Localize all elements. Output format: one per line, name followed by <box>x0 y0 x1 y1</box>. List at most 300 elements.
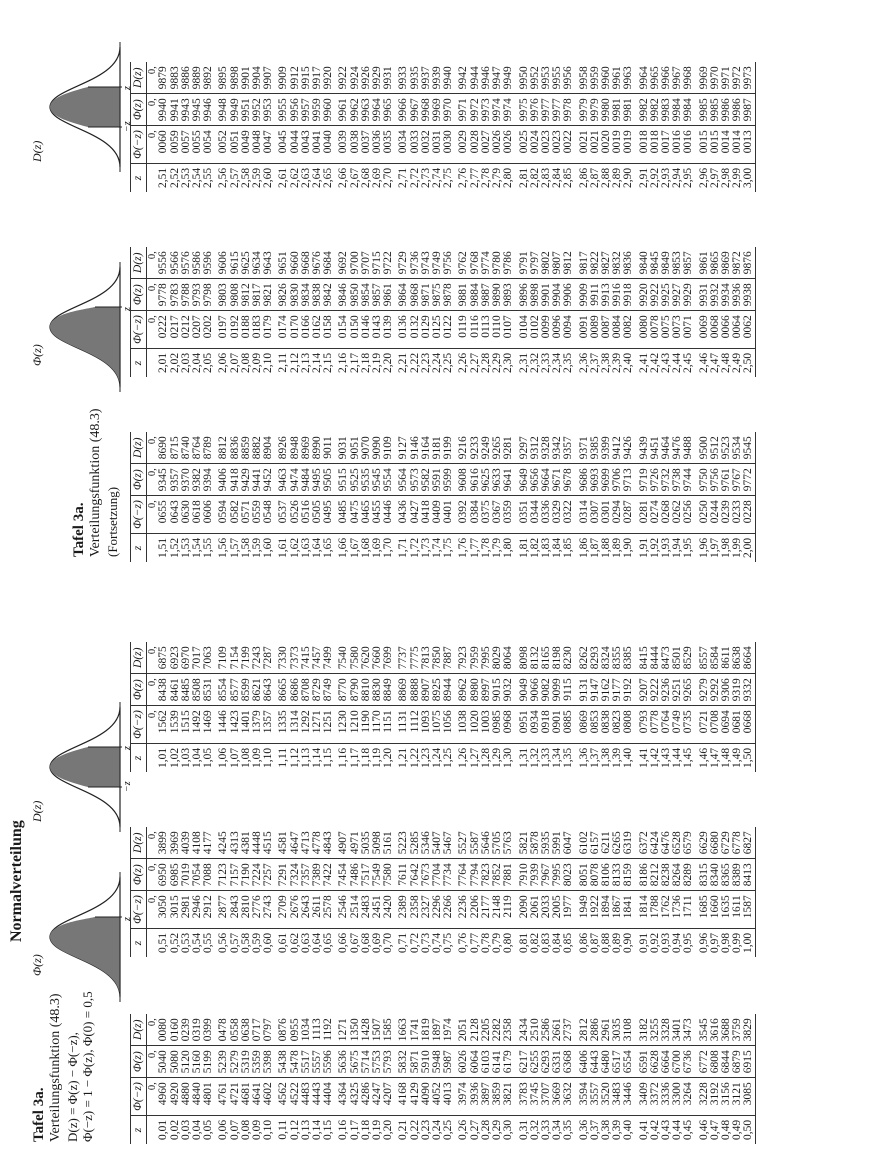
cell-phim: 2420 <box>383 891 394 929</box>
column-header-z: z <box>131 163 147 192</box>
cell-z: 1,39 <box>611 747 624 768</box>
cell-phi: 9616 <box>470 464 481 496</box>
cell-phi: 8907 <box>421 674 432 706</box>
cell-phi: 8340 <box>710 859 721 891</box>
cell-phi: 8485 <box>181 674 192 706</box>
table-row <box>158 432 169 562</box>
cell-phim: 0606 <box>203 496 214 534</box>
cell-phi: 5040 <box>158 1046 169 1078</box>
cell-phim: 0064 <box>732 311 743 349</box>
cell-phi: 9429 <box>241 464 252 496</box>
table-row <box>158 827 169 957</box>
cell-z: 1,37 <box>588 747 601 768</box>
cell-z: 0,69 <box>371 932 384 953</box>
cell-z: 2,32 <box>528 352 541 373</box>
cell-d: 5161 <box>383 827 394 859</box>
cell-phim: 2236 <box>454 891 469 929</box>
column-header-z: z <box>131 533 147 562</box>
cell-phi: 8869 <box>394 674 409 706</box>
cell-phim: 0314 <box>575 496 590 534</box>
cell-d: 5035 <box>361 827 372 859</box>
cell-z: 0,32 <box>528 1119 541 1140</box>
cell-phi: 9582 <box>421 464 432 496</box>
cell-phim: 4562 <box>274 1078 289 1116</box>
cell-phim: 0060 <box>158 126 169 164</box>
cell-phi: 8810 <box>361 674 372 706</box>
cell-z: 2,57 <box>228 167 241 188</box>
cell-phi: 9177 <box>612 674 623 706</box>
cell-phi: 9957 <box>301 94 312 126</box>
cell-d: 8764 <box>192 432 203 464</box>
cell-phim: 0869 <box>575 706 590 744</box>
cell-phim: 1762 <box>661 891 672 929</box>
cell-z: 1,95 <box>682 537 695 558</box>
cell-phi: 9943 <box>181 94 192 126</box>
cell-d: 9895 <box>214 62 229 94</box>
table-row <box>203 827 214 957</box>
cell-phim: 4960 <box>158 1078 169 1116</box>
cell-z: 1,32 <box>528 747 541 768</box>
cell-d: 8324 <box>601 642 612 674</box>
cell-z: 1,04 <box>191 747 204 768</box>
cell-phim: 0027 <box>481 126 492 164</box>
main-title: Normalverteilung <box>8 820 25 942</box>
cell-phi: 8665 <box>274 674 289 706</box>
table-row <box>635 247 650 377</box>
cell-phi: 8461 <box>170 674 181 706</box>
table-row <box>563 247 574 377</box>
cell-phim: 0301 <box>601 496 612 534</box>
cell-phim: 0069 <box>695 311 710 349</box>
cell-d: 9944 <box>470 62 481 94</box>
cell-phi: 9976 <box>530 94 541 126</box>
cell-d: 2282 <box>492 1014 503 1046</box>
cell-d: 2586 <box>541 1014 552 1046</box>
table-row <box>274 62 289 192</box>
cell-phim: 3483 <box>612 1078 623 1116</box>
table-row <box>683 642 694 772</box>
table-row <box>454 642 469 772</box>
cell-phim: 0375 <box>481 496 492 534</box>
cell-d: 6579 <box>683 827 694 859</box>
cell-phi: 9983 <box>661 94 672 126</box>
cell-d: 9070 <box>361 432 372 464</box>
cell-d: 9931 <box>383 62 394 94</box>
cell-d: 5527 <box>454 827 469 859</box>
column-header-phi: Φ(z) <box>131 279 147 311</box>
cell-d: 3328 <box>661 1014 672 1046</box>
cell-phim: 4483 <box>301 1078 312 1116</box>
cell-phi: 7823 <box>481 859 492 891</box>
cell-phi: 8925 <box>432 674 443 706</box>
cell-phi: 9948 <box>214 94 229 126</box>
table-row <box>635 827 650 957</box>
cell-phi: 9970 <box>443 94 454 126</box>
cell-z: 2,35 <box>562 352 575 373</box>
cell-phim: 3520 <box>601 1078 612 1116</box>
cell-d: 9615 <box>230 247 241 279</box>
cell-z: 2,84 <box>551 167 564 188</box>
table-row <box>383 62 394 192</box>
cell-phi: 5675 <box>350 1046 361 1078</box>
cell-d: 4381 <box>241 827 252 859</box>
cell-z: 2,34 <box>551 352 564 373</box>
cell-z: 1,35 <box>562 747 575 768</box>
cell-d: 9904 <box>252 62 263 94</box>
cell-phim: 1292 <box>301 706 312 744</box>
cell-z: 2,01 <box>157 352 170 373</box>
cell-phim: 0244 <box>710 496 721 534</box>
cell-phi: 9082 <box>541 674 552 706</box>
cell-d: 1113 <box>312 1014 323 1046</box>
cell-phi: 9945 <box>192 94 203 126</box>
cell-phi: 8508 <box>192 674 203 706</box>
cell-z: 2,74 <box>431 167 444 188</box>
cell-phi: 9964 <box>372 94 383 126</box>
cell-d: 1819 <box>421 1014 432 1046</box>
cell-d: 8473 <box>661 642 672 674</box>
cell-phim: 2743 <box>263 891 274 929</box>
cell-d: 7540 <box>334 642 349 674</box>
cell-z: 1,24 <box>431 747 444 768</box>
column-header-phim: Φ(−z) <box>131 891 147 929</box>
cell-phi: 9965 <box>383 94 394 126</box>
cell-d: 9883 <box>170 62 181 94</box>
cell-phim: 1788 <box>650 891 661 929</box>
table-row <box>623 1014 634 1144</box>
cell-phim: 0055 <box>192 126 203 164</box>
cell-z: 1,00 <box>742 932 755 953</box>
cell-z: 1,50 <box>742 747 755 768</box>
cell-d: 9523 <box>721 432 732 464</box>
cell-phi: 9979 <box>575 94 590 126</box>
cell-d: 4907 <box>334 827 349 859</box>
cell-z: 1,68 <box>359 537 372 558</box>
cell-z: 0,31 <box>517 1119 530 1140</box>
cell-z: 1,82 <box>528 537 541 558</box>
cell-phim: 0018 <box>635 126 650 164</box>
table-row <box>334 827 349 957</box>
cell-phim: 0367 <box>492 496 503 534</box>
cell-phim: 1977 <box>563 891 574 929</box>
cell-d: 3401 <box>672 1014 683 1046</box>
cell-z: 0,62 <box>288 932 301 953</box>
table-row <box>743 62 755 192</box>
cell-phim: 4641 <box>252 1078 263 1116</box>
cell-phi: 9545 <box>372 464 383 496</box>
table-row <box>214 827 229 957</box>
cell-z: 1,98 <box>719 537 732 558</box>
cell-phim: 0035 <box>383 126 394 164</box>
table-row <box>214 1014 229 1144</box>
cell-z: 0,19 <box>371 1119 384 1140</box>
cell-phi: 6103 <box>481 1046 492 1078</box>
cell-z: 0,42 <box>648 1119 661 1140</box>
cell-z: 2,23 <box>419 352 432 373</box>
cell-z: 0,71 <box>397 932 410 953</box>
cell-z: 0,16 <box>337 1119 350 1140</box>
cell-d: 2510 <box>530 1014 541 1046</box>
cell-phim: 0951 <box>515 706 530 744</box>
cell-d: 7580 <box>350 642 361 674</box>
cell-phi: 9656 <box>530 464 541 496</box>
cell-phi: 8997 <box>481 674 492 706</box>
cell-phi: 6736 <box>683 1046 694 1078</box>
cell-phi: 8133 <box>612 859 623 891</box>
cell-d: 9412 <box>612 432 623 464</box>
cell-z: 0,58 <box>239 932 252 953</box>
cell-phi: 9973 <box>481 94 492 126</box>
cell-phi: 9357 <box>170 464 181 496</box>
cell-d: 6680 <box>710 827 721 859</box>
cell-z: 1,71 <box>397 537 410 558</box>
cell-d: 0717 <box>252 1014 263 1046</box>
cell-phi: 7291 <box>274 859 289 891</box>
cell-phi: 9981 <box>612 94 623 126</box>
cell-phi: 9969 <box>432 94 443 126</box>
cell-d: 9861 <box>695 247 710 279</box>
cell-phim: 0057 <box>181 126 192 164</box>
cell-z: 2,17 <box>348 352 361 373</box>
d-curve-figure <box>40 702 130 832</box>
cell-d: 9109 <box>383 432 394 464</box>
cell-phim: 1635 <box>721 891 732 929</box>
cell-phi: 6368 <box>563 1046 574 1078</box>
cell-phim: 0505 <box>312 496 323 534</box>
cell-z: 1,94 <box>671 537 684 558</box>
cell-d: 9722 <box>383 247 394 279</box>
cell-phim: 0082 <box>623 311 634 349</box>
cell-d: 6211 <box>601 827 612 859</box>
cell-d: 9534 <box>732 432 743 464</box>
cell-phi: 9265 <box>683 674 694 706</box>
cell-d: 1897 <box>432 1014 443 1046</box>
table-row <box>563 1014 574 1144</box>
cell-phim: 0039 <box>334 126 349 164</box>
cell-phi: 7257 <box>263 859 274 891</box>
cell-phim: 0125 <box>432 311 443 349</box>
cell-phi: 7734 <box>443 859 454 891</box>
cell-d: 4039 <box>181 827 192 859</box>
table-row <box>203 432 214 562</box>
cell-z: 0,36 <box>577 1119 590 1140</box>
cell-d: 9968 <box>683 62 694 94</box>
cell-phi: 9956 <box>290 94 301 126</box>
cell-d: 9959 <box>590 62 601 94</box>
cell-d: 9812 <box>563 247 574 279</box>
cell-z: 1,26 <box>457 747 470 768</box>
cell-phi: 9599 <box>443 464 454 496</box>
cell-z: 1,49 <box>731 747 744 768</box>
cell-d: 0955 <box>290 1014 301 1046</box>
cell-phi: 9946 <box>203 94 214 126</box>
cell-d: 8064 <box>503 642 514 674</box>
cell-phi: 9953 <box>263 94 274 126</box>
cell-phi: 9985 <box>695 94 710 126</box>
cell-phi: 9767 <box>732 464 743 496</box>
cell-phi: 9641 <box>503 464 514 496</box>
cell-phi: 9834 <box>301 279 312 311</box>
cell-phi: 6217 <box>515 1046 530 1078</box>
cell-d: 9586 <box>192 247 203 279</box>
cell-d: 0638 <box>241 1014 252 1046</box>
cell-d: 9963 <box>623 62 634 94</box>
cell-phim: 4840 <box>192 1078 203 1116</box>
zero-prefix-cell: 0, <box>147 1078 159 1116</box>
cell-phi: 9452 <box>263 464 274 496</box>
cell-phi: 8531 <box>203 674 214 706</box>
cell-phim: 3936 <box>470 1078 481 1116</box>
cell-phi: 8980 <box>470 674 481 706</box>
cell-phim: 1711 <box>683 891 694 929</box>
cell-phim: 0222 <box>158 311 169 349</box>
cell-z: 1,27 <box>468 747 481 768</box>
cell-phim: 0016 <box>672 126 683 164</box>
cell-d: 9973 <box>743 62 755 94</box>
cell-d: 9768 <box>470 247 481 279</box>
cell-d: 9865 <box>710 247 721 279</box>
cell-d: 9967 <box>672 62 683 94</box>
table-row <box>575 247 590 377</box>
cell-z: 1,10 <box>262 747 275 768</box>
cell-phi: 9236 <box>661 674 672 706</box>
cell-phim: 2546 <box>334 891 349 929</box>
cell-z: 0,01 <box>157 1119 170 1140</box>
table-row <box>158 642 169 772</box>
table-row <box>274 1014 289 1144</box>
cell-phim: 0582 <box>230 496 241 534</box>
cell-d: 7373 <box>290 642 301 674</box>
cell-z: 0,06 <box>217 1119 230 1140</box>
cell-z: 0,79 <box>491 932 504 953</box>
table-subtitle: Verteilungsfunktion (48.3) <box>48 993 63 1142</box>
cell-phi: 9986 <box>732 94 743 126</box>
cell-d: 9385 <box>590 432 601 464</box>
cell-d: 3969 <box>170 827 181 859</box>
table-row <box>383 642 394 772</box>
cell-phi: 9982 <box>650 94 661 126</box>
cell-phi: 8599 <box>241 674 252 706</box>
cell-phim: 0985 <box>492 706 503 744</box>
cell-phi: 9726 <box>650 464 661 496</box>
cell-phi: 9871 <box>421 279 432 311</box>
cell-phim: 1949 <box>575 891 590 929</box>
table-row <box>683 432 694 562</box>
cell-phi: 9207 <box>635 674 650 706</box>
cell-phim: 0233 <box>732 496 743 534</box>
table-row <box>443 642 454 772</box>
cell-phi: 7673 <box>421 859 432 891</box>
cell-d: 9265 <box>492 432 503 464</box>
cell-phi: 5478 <box>290 1046 301 1078</box>
cell-d: 9920 <box>323 62 334 94</box>
cell-d: 5223 <box>394 827 409 859</box>
cell-phim: 3336 <box>661 1078 672 1116</box>
cell-phim: 1210 <box>350 706 361 744</box>
column-header-phim: Φ(−z) <box>131 706 147 744</box>
column-header-d: D(z) <box>131 432 147 464</box>
cell-phim: 0071 <box>683 311 694 349</box>
cell-d: 9960 <box>601 62 612 94</box>
cell-d: 7154 <box>230 642 241 674</box>
cell-d: 9780 <box>492 247 503 279</box>
cell-z: 2,19 <box>371 352 384 373</box>
cell-phim: 0031 <box>432 126 443 164</box>
cell-phim: 0038 <box>350 126 361 164</box>
table-row <box>743 827 755 957</box>
cell-phi: 6517 <box>612 1046 623 1078</box>
cell-z: 1,15 <box>322 747 335 768</box>
value-table-block-5 <box>130 247 756 377</box>
cell-phim: 1151 <box>383 706 394 744</box>
cell-phim: 0179 <box>263 311 274 349</box>
cell-phim: 0073 <box>672 311 683 349</box>
cell-phim: 0571 <box>241 496 252 534</box>
cell-phi: 9793 <box>192 279 203 311</box>
table-row <box>263 1014 274 1144</box>
column-header-z: z <box>131 348 147 377</box>
cell-phim: 3228 <box>695 1078 710 1116</box>
cell-z: 2,68 <box>359 167 372 188</box>
column-header-phim: Φ(−z) <box>131 126 147 164</box>
cell-phi: 9406 <box>214 464 229 496</box>
table-row <box>515 1014 530 1144</box>
cell-phim: 0274 <box>650 496 661 534</box>
cell-phi: 7454 <box>334 859 349 891</box>
cell-z: 1,72 <box>408 537 421 558</box>
cell-phim: 0047 <box>263 126 274 164</box>
cell-phim: 4052 <box>432 1078 443 1116</box>
cell-phim: 2981 <box>181 891 192 929</box>
table-row <box>214 642 229 772</box>
cell-d: 9328 <box>541 432 552 464</box>
cell-z: 1,55 <box>202 537 215 558</box>
cell-phim: 0146 <box>361 311 372 349</box>
panel-left-header <box>30 582 96 1142</box>
cell-d: 7243 <box>252 642 263 674</box>
cell-z: 0,08 <box>239 1119 252 1140</box>
zero-prefix-cell: 0, <box>147 432 159 464</box>
cell-phim: 3192 <box>710 1078 721 1116</box>
cell-phi: 7794 <box>470 859 481 891</box>
cell-phi: 6026 <box>454 1046 469 1078</box>
table-row <box>334 247 349 377</box>
cell-d: 9715 <box>372 247 383 279</box>
cell-z: 1,88 <box>599 537 612 558</box>
cell-z: 1,08 <box>239 747 252 768</box>
cell-phim: 0162 <box>312 311 323 349</box>
table-row <box>394 62 409 192</box>
cell-d: 5646 <box>481 827 492 859</box>
cell-phim: 0559 <box>252 496 263 534</box>
cell-phi: 9962 <box>350 94 361 126</box>
cell-d: 2961 <box>601 1014 612 1046</box>
cell-phim: 3897 <box>481 1078 492 1116</box>
cell-d: 8638 <box>732 642 743 674</box>
cell-z: 2,66 <box>337 167 350 188</box>
cell-z: 2,33 <box>539 352 552 373</box>
cell-d: 9802 <box>541 247 552 279</box>
cell-phi: 7910 <box>515 859 530 891</box>
cell-z: 0,48 <box>719 1119 732 1140</box>
cell-z: 2,61 <box>277 167 290 188</box>
cell-d: 3688 <box>721 1014 732 1046</box>
cell-phim: 0154 <box>334 311 349 349</box>
cell-phim: 3707 <box>541 1078 552 1116</box>
cell-phim: 0475 <box>350 496 361 534</box>
cell-d: 3545 <box>695 1014 710 1046</box>
cell-d: 9929 <box>372 62 383 94</box>
